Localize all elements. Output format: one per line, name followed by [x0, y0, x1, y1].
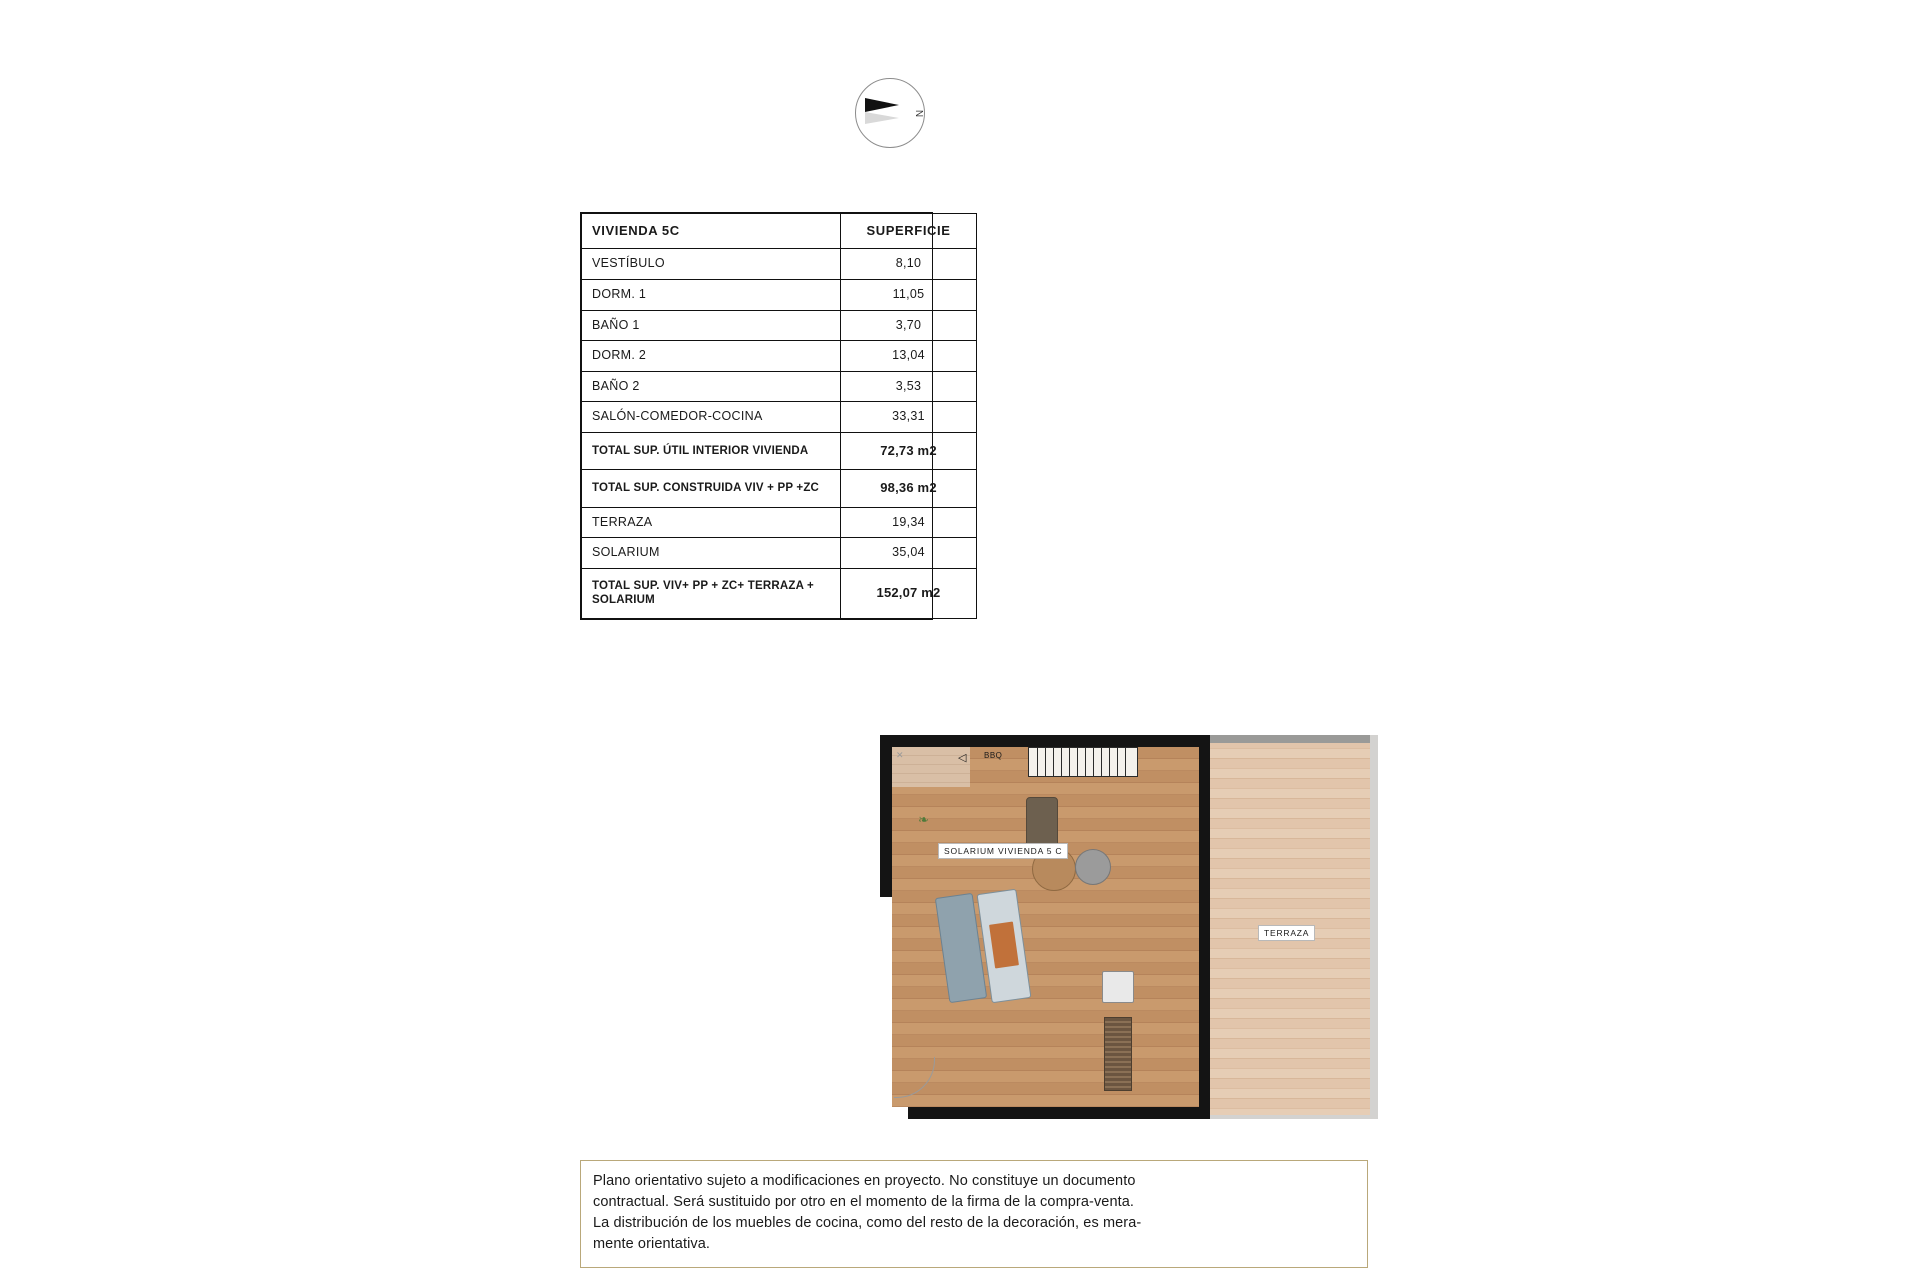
row-value: 152,07 m2 — [841, 568, 977, 618]
terraza-label: TERRAZA — [1258, 925, 1315, 941]
row-value: 33,31 — [841, 402, 977, 433]
disclaimer-line-3: La distribución de los muebles de cocina, como del resto de la decoración, es mera- — [593, 1215, 1142, 1232]
row-value: 3,53 — [841, 371, 977, 402]
wall-top — [880, 735, 1210, 747]
row-value: 8,10 — [841, 249, 977, 280]
wall-bottom — [908, 1107, 1208, 1119]
row-value: 35,04 — [841, 538, 977, 569]
row-label: TOTAL SUP. ÚTIL INTERIOR VIVIENDA — [582, 433, 841, 470]
table-row-total — [582, 470, 977, 507]
disclaimer-line-2: contractual. Será sustituido por otro en el momento de la firma de la compra-venta. — [593, 1194, 1135, 1211]
compass-north-label: N — [913, 109, 925, 118]
table-header-row — [582, 214, 977, 249]
armchair — [1026, 797, 1058, 847]
direction-arrow-icon: ◁ — [958, 752, 967, 764]
stool-round — [1075, 849, 1111, 885]
bbq-label: BBQ — [984, 751, 1003, 760]
solarium-label: SOLARIUM VIVIENDA 5 C — [938, 843, 1068, 859]
table-header-unit: VIVIENDA 5C — [582, 214, 841, 249]
table-row — [582, 249, 977, 280]
area-schedule-table — [580, 212, 951, 620]
compass-needle-dark-icon — [865, 98, 899, 112]
row-label: BAÑO 1 — [582, 310, 841, 341]
plant-icon: ❧ — [918, 812, 929, 827]
floor-plan-drawing — [880, 735, 1380, 1123]
row-label: SOLARIUM — [582, 538, 841, 569]
row-label: TERRAZA — [582, 507, 841, 538]
table-row-grand-total — [582, 568, 977, 618]
table-row — [582, 341, 977, 372]
table-row — [582, 538, 977, 569]
row-value: 72,73 m2 — [841, 433, 977, 470]
row-label: TOTAL SUP. VIV+ PP + ZC+ TERRAZA + SOLARIUM — [582, 568, 841, 618]
table-row — [582, 402, 977, 433]
appliance — [1102, 971, 1134, 1003]
row-value: 98,36 m2 — [841, 470, 977, 507]
compass-rose — [855, 78, 929, 152]
terrace-top-edge — [1205, 735, 1370, 743]
table-header-area: SUPERFICIE — [841, 214, 977, 249]
table-row — [582, 310, 977, 341]
disclaimer-line-4: mente orientativa. — [593, 1236, 711, 1253]
wood-bench — [1104, 1017, 1132, 1091]
row-label: DORM. 2 — [582, 341, 841, 372]
table-row — [582, 371, 977, 402]
wall-left-upper — [880, 735, 892, 895]
compass-needle-light-icon — [865, 112, 899, 124]
void-x-icon: ✕ — [896, 750, 904, 760]
table-row-total — [582, 433, 977, 470]
row-label: TOTAL SUP. CONSTRUIDA VIV + PP +ZC — [582, 470, 841, 507]
row-label: BAÑO 2 — [582, 371, 841, 402]
row-value: 3,70 — [841, 310, 977, 341]
table-row — [582, 507, 977, 538]
stair-railing — [1028, 747, 1138, 777]
row-value: 11,05 — [841, 279, 977, 310]
row-value: 19,34 — [841, 507, 977, 538]
disclaimer-line-1: Plano orientativo sujeto a modificaciones en proyecto. No constituye un documento — [593, 1173, 1136, 1189]
row-value: 13,04 — [841, 341, 977, 372]
row-label: DORM. 1 — [582, 279, 841, 310]
disclaimer-box — [580, 1160, 1368, 1268]
row-label: SALÓN-COMEDOR-COCINA — [582, 402, 841, 433]
wall-right — [1198, 735, 1210, 1119]
table-row — [582, 279, 977, 310]
row-label: VESTÍBULO — [582, 249, 841, 280]
